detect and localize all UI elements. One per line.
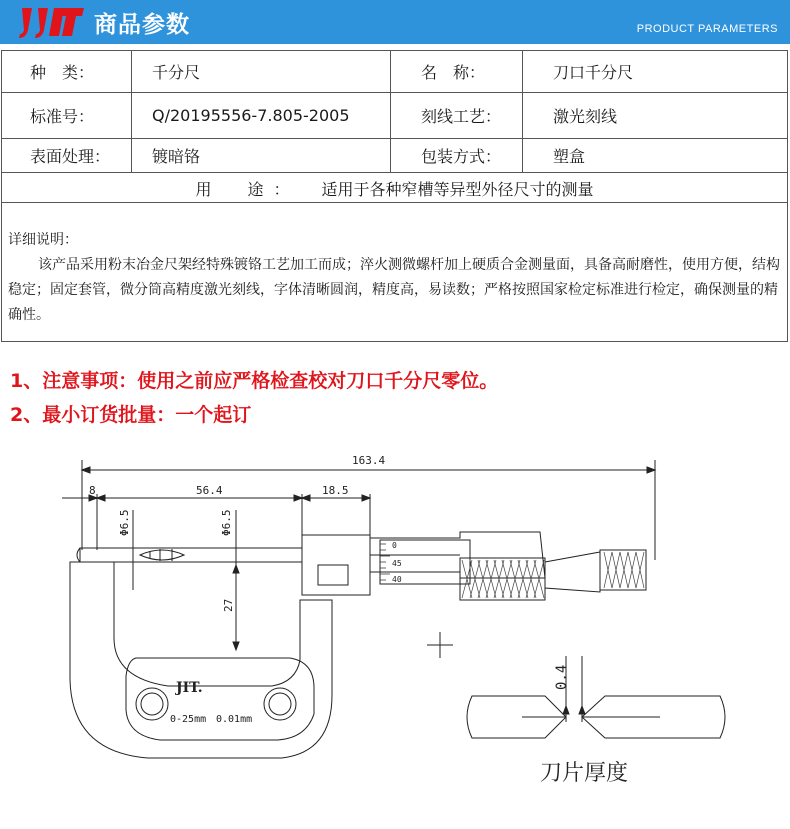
parameters-table bbox=[1, 50, 788, 342]
param-label-packaging: 包装方式： bbox=[391, 139, 523, 172]
dim-mid: 56.4 bbox=[196, 484, 223, 497]
param-label-engraving: 刻线工艺： bbox=[391, 93, 523, 138]
thimble-tick-mid: 45 bbox=[392, 559, 402, 568]
table-row bbox=[2, 93, 787, 139]
detail-section bbox=[2, 227, 787, 328]
frame-range: 0-25mm bbox=[170, 714, 207, 725]
note-zero-check: 1、注意事项：使用之前应严格检查校对刀口千分尺零位。 bbox=[10, 370, 499, 392]
usage-row bbox=[2, 173, 787, 203]
frame-resolution: 0.01mm bbox=[216, 714, 253, 725]
dim-phi-left: Φ6.5 bbox=[118, 509, 131, 536]
param-label-name: 名 称： bbox=[391, 51, 523, 92]
note-min-order: 2、最小订货批量：一个起订 bbox=[10, 404, 252, 426]
blade-thickness-caption: 刀片厚度 bbox=[540, 761, 629, 786]
usage-value: 适用于各种窄槽等异型外径尺寸的测量 bbox=[321, 179, 594, 199]
dim-right: 18.5 bbox=[322, 484, 349, 497]
page-title: 商品参数 bbox=[94, 12, 190, 38]
header-bar bbox=[0, 0, 790, 44]
param-value-packaging: 塑盒 bbox=[553, 147, 586, 166]
frame-logo: JIT. bbox=[176, 680, 203, 696]
param-value-type: 千分尺 bbox=[132, 51, 391, 92]
param-label-type: 种 类： bbox=[2, 51, 132, 92]
thimble-tick-top: 0 bbox=[392, 541, 397, 550]
dim-depth: 27 bbox=[222, 598, 235, 612]
usage-label: 用 途： bbox=[195, 179, 300, 199]
param-value-surface: 镀暗铬 bbox=[132, 139, 391, 172]
jit-brand-logo bbox=[18, 2, 86, 42]
param-value-name: 刀口千分尺 bbox=[553, 63, 634, 82]
micrometer-drawing bbox=[0, 440, 790, 829]
param-label-surface: 表面处理： bbox=[2, 139, 132, 172]
table-row bbox=[2, 139, 787, 173]
dim-left: 8 bbox=[89, 484, 96, 497]
detail-text: 该产品采用粉末冶金尺架经特殊镀铬工艺加工而成；淬火测微螺杆加上硬质合金测量面，具备高耐磨性，使用方便，结构稳定；固定套管，微分筒高精度激光刻线，字体清晰圆润，精度高，易读数；严格按照国家检定标准进行检定，确保测量的精确性。 bbox=[8, 257, 780, 323]
param-value-engraving: 激光刻线 bbox=[553, 107, 618, 126]
page-subtitle: PRODUCT PARAMETERS bbox=[636, 23, 778, 35]
table-row bbox=[2, 51, 787, 93]
detail-label: 详细说明： bbox=[8, 232, 78, 248]
thimble-tick-bottom: 40 bbox=[392, 575, 402, 584]
param-value-standard: Q/20195556-7.805-2005 bbox=[132, 93, 391, 138]
dim-total: 163.4 bbox=[352, 454, 386, 467]
blade-thickness-dim: 0.4 bbox=[554, 664, 570, 690]
param-label-standard: 标准号： bbox=[2, 93, 132, 138]
dim-phi-right: Φ6.5 bbox=[220, 509, 233, 536]
